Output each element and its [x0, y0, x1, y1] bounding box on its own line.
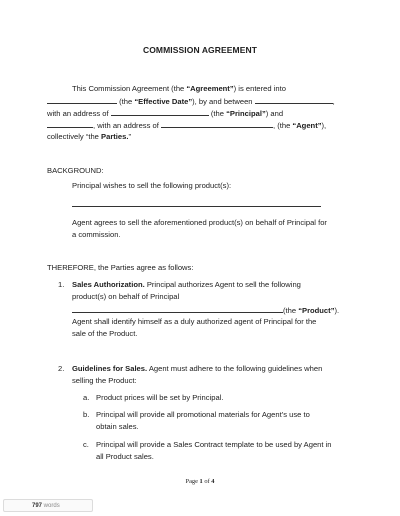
- product-list-blank[interactable]: [72, 199, 321, 207]
- therefore-clause: THEREFORE, the Parties agree as follows:: [47, 263, 194, 272]
- background-para-2-line-1: Agent agrees to sell the aforementioned product(s) on behalf of Principal for: [72, 218, 327, 227]
- intro-line-5: collectively “the Parties.”: [47, 132, 132, 141]
- product-name-blank[interactable]: [72, 305, 283, 313]
- agent-name-blank[interactable]: [47, 120, 93, 128]
- background-para-1: Principal wishes to sell the following product(s):: [72, 181, 232, 190]
- section-1-line-4: Agent shall identify himself as a duly authorized agent of Principal for the: [72, 317, 317, 326]
- background-heading: BACKGROUND:: [47, 166, 104, 175]
- word-count-value: 797: [32, 503, 43, 509]
- section-2-line-1: Guidelines for Sales. Agent must adhere to the following guidelines when: [72, 364, 323, 373]
- principal-name-blank[interactable]: [255, 96, 333, 104]
- intro-line-4: , with an address of , (the “Agent”),: [47, 120, 326, 131]
- effective-date-blank[interactable]: [47, 96, 117, 104]
- item-b-letter: b.: [83, 410, 90, 419]
- background-para-2-line-2: a commission.: [72, 230, 121, 239]
- section-1-line-2: product(s) on behalf of Principal: [72, 292, 180, 301]
- item-b-line-2: obtain sales.: [96, 422, 139, 431]
- section-1-line-3: (the “Product”).: [72, 305, 339, 316]
- product-list-blank-row: [72, 199, 321, 210]
- item-c-letter: c.: [83, 440, 89, 449]
- intro-line-3: with an address of (the “Principal”) and: [47, 109, 284, 118]
- section-2-heading: Guidelines for Sales.: [72, 364, 148, 373]
- principal-address-blank[interactable]: [111, 108, 209, 116]
- intro-line-2: (the “Effective Date”), by and between ,: [47, 96, 335, 107]
- section-1-line-5: sale of the Product.: [72, 329, 138, 338]
- item-c-line-2: all Product sales.: [96, 452, 154, 461]
- item-a-line-1: Product prices will be set by Principal.: [96, 393, 224, 402]
- word-count-label: words: [42, 503, 60, 509]
- page-number: Page 1 of 4: [185, 478, 215, 485]
- section-1-heading: Sales Authorization.: [72, 280, 145, 289]
- section-1-number: 1.: [58, 280, 65, 289]
- section-2-number: 2.: [58, 364, 65, 373]
- item-c-line-1: Principal will provide a Sales Contract template to be used by Agent in: [96, 440, 332, 449]
- word-count-badge[interactable]: [3, 499, 93, 512]
- section-2-line-2: selling the Product:: [72, 376, 137, 385]
- agent-address-blank[interactable]: [161, 120, 273, 128]
- document-title: COMMISSION AGREEMENT: [142, 45, 258, 55]
- section-1-line-1: Sales Authorization. Principal authorizes Agent to sell the following: [72, 280, 301, 289]
- intro-line-1: This Commission Agreement (the “Agreement”) is entered into: [72, 84, 286, 93]
- item-a-letter: a.: [83, 393, 90, 402]
- item-b-line-1: Principal will provide all promotional materials for Agent’s use to: [96, 410, 310, 419]
